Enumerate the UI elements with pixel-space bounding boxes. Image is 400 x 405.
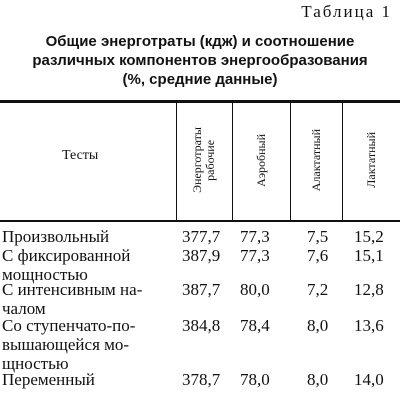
cell-alactic: 7,2 bbox=[307, 280, 329, 299]
header-aerobic bbox=[232, 100, 290, 220]
header-energy bbox=[176, 100, 232, 220]
row-label-1 bbox=[2, 227, 109, 246]
cell-aerobic: 80,0 bbox=[240, 280, 270, 299]
row-label-line: щностью bbox=[2, 354, 69, 373]
row-label-2 bbox=[2, 246, 130, 284]
row-label-line: Переменный bbox=[2, 370, 95, 389]
cell-energy: 387,9 bbox=[182, 246, 221, 265]
header-alactic bbox=[290, 100, 342, 220]
table-label: Таблица 1 bbox=[301, 2, 392, 21]
header-tests: Тесты bbox=[62, 148, 99, 163]
cell-energy: 377,7 bbox=[182, 227, 221, 246]
cell-lactic: 12,8 bbox=[354, 280, 384, 299]
caption-line-3: (%, средние данные) bbox=[122, 71, 278, 88]
header-aerobic-text: Аэробный bbox=[253, 133, 268, 187]
data-table bbox=[0, 100, 400, 405]
cell-lactic: 13,6 bbox=[354, 316, 384, 335]
cell-alactic: 7,5 bbox=[307, 227, 329, 246]
row-label-line: Произвольный bbox=[2, 227, 110, 246]
cell-energy: 378,7 bbox=[182, 370, 221, 389]
cell-aerobic: 78,0 bbox=[240, 370, 270, 389]
cell-lactic: 15,1 bbox=[354, 246, 384, 265]
header-lactic-text: Лактатный bbox=[363, 132, 378, 188]
cell-energy: 384,8 bbox=[182, 316, 221, 335]
header-bottom-rule bbox=[0, 220, 400, 222]
row-label-line: чалом bbox=[2, 299, 46, 318]
cell-alactic: 8,0 bbox=[307, 370, 329, 389]
row-label-3 bbox=[2, 280, 142, 318]
cell-aerobic: 78,4 bbox=[240, 316, 270, 335]
cell-lactic: 15,2 bbox=[354, 227, 384, 246]
header-lactic bbox=[342, 100, 400, 220]
row-label-4 bbox=[2, 316, 135, 373]
row-label-line: вышающейся мо- bbox=[2, 335, 130, 354]
cell-alactic: 7,6 bbox=[307, 246, 329, 265]
row-label-line: Со ступенчато-по- bbox=[2, 316, 136, 335]
header-alactic-text: Алактатный bbox=[308, 128, 323, 192]
row-label-line: С интенсивным на- bbox=[2, 280, 143, 299]
cell-aerobic: 77,3 bbox=[240, 227, 270, 246]
table-caption bbox=[0, 32, 400, 89]
header-energy-line-1: Энерготраты bbox=[190, 127, 204, 193]
caption-line-2: различных компонентов энергообразования bbox=[32, 52, 368, 69]
caption-line-1: Общие энерготраты (кдж) и соотношение bbox=[45, 33, 355, 50]
cell-aerobic: 77,3 bbox=[240, 246, 270, 265]
header-energy-line-2: рабочие bbox=[203, 139, 217, 181]
row-label-line: С фиксированной bbox=[2, 246, 131, 265]
cell-energy: 387,7 bbox=[182, 280, 221, 299]
row-label-5 bbox=[2, 370, 95, 389]
cell-lactic: 14,0 bbox=[354, 370, 384, 389]
row-label-line: мощностью bbox=[2, 265, 88, 284]
cell-alactic: 8,0 bbox=[307, 316, 329, 335]
